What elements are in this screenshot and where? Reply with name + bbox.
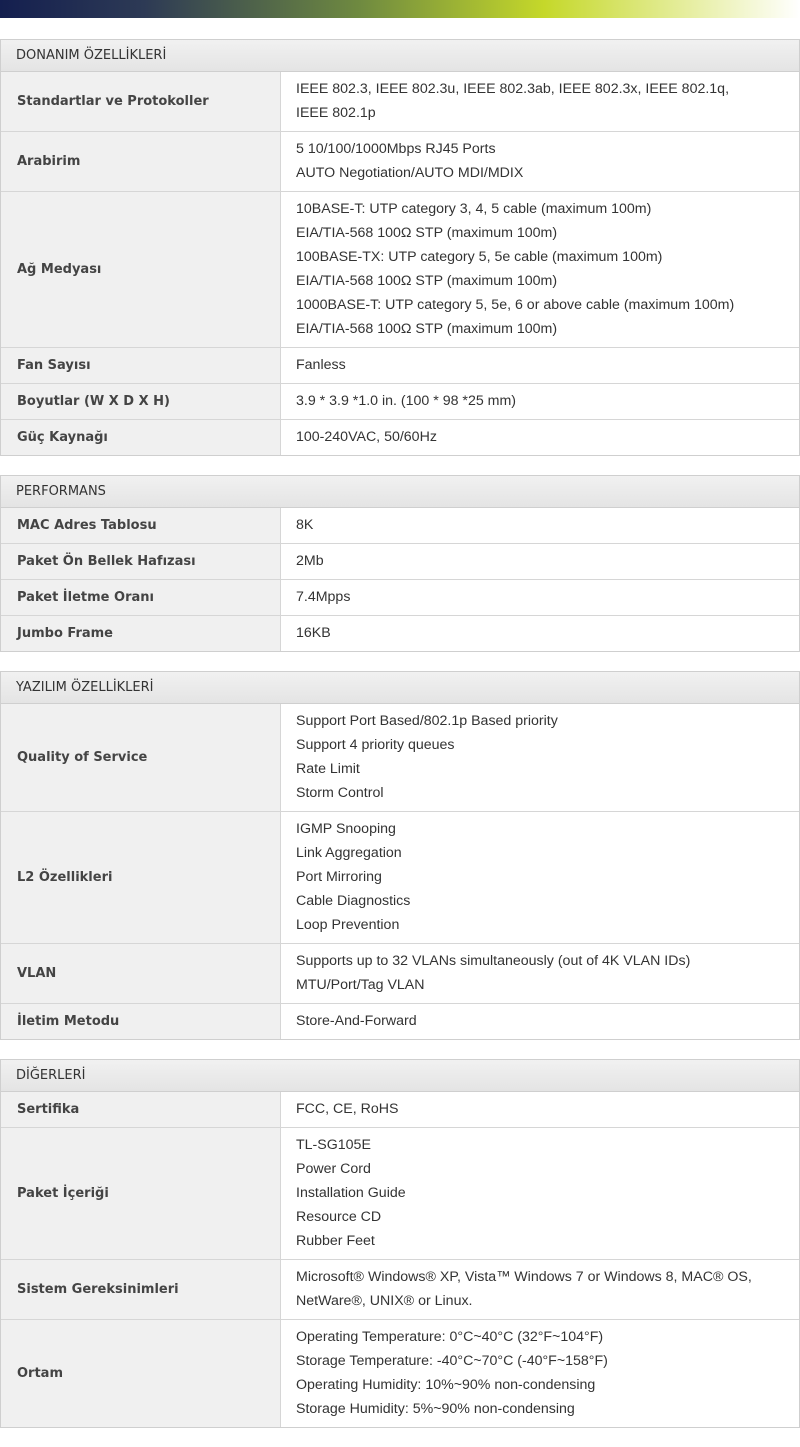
- spec-row: [1, 1004, 799, 1039]
- spec-value-line: Microsoft® Windows® XP, Vista™ Windows 7 or Windows 8, MAC® OS,: [296, 1269, 752, 1285]
- spec-value: [281, 1092, 799, 1127]
- spec-row: [1, 544, 799, 580]
- spec-section: [0, 671, 800, 1040]
- spec-value-line: Operating Temperature: 0°C~40°C (32°F~104°F): [296, 1329, 604, 1345]
- spec-value-line: Rubber Feet: [296, 1233, 375, 1249]
- spec-label: Paket Ön Bellek Hafızası: [1, 544, 281, 579]
- spec-value-line: 16KB: [296, 625, 331, 641]
- spec-value-line: Operating Humidity: 10%~90% non-condensing: [296, 1377, 596, 1393]
- spec-row: [1, 420, 799, 455]
- spec-label: Jumbo Frame: [1, 616, 281, 651]
- spec-value-line: FCC, CE, RoHS: [296, 1101, 399, 1117]
- spec-value-line: Power Cord: [296, 1161, 371, 1177]
- spec-value-line: Storage Humidity: 5%~90% non-condensing: [296, 1401, 575, 1417]
- spec-value-line: Support 4 priority queues: [296, 737, 455, 753]
- spec-value: [281, 944, 799, 1003]
- section-title: PERFORMANS: [1, 476, 799, 508]
- header-gradient-bar: [0, 0, 800, 18]
- spec-section: [0, 39, 800, 456]
- spec-label: VLAN: [1, 944, 281, 1003]
- spec-value-line: Loop Prevention: [296, 917, 400, 933]
- spec-value-line: Storage Temperature: -40°C~70°C (-40°F~158°F): [296, 1353, 608, 1369]
- spec-value-line: IEEE 802.3, IEEE 802.3u, IEEE 802.3ab, IEEE 802.3x, IEEE 802.1q,: [296, 81, 730, 97]
- spec-label: L2 Özellikleri: [1, 812, 281, 943]
- spec-value-line: EIA/TIA-568 100Ω STP (maximum 100m): [296, 273, 558, 289]
- spec-value-line: 100-240VAC, 50/60Hz: [296, 429, 437, 445]
- spec-value-line: Storm Control: [296, 785, 384, 801]
- spec-value: [281, 132, 799, 191]
- spec-row: [1, 1128, 799, 1260]
- spec-value-line: Resource CD: [296, 1209, 382, 1225]
- spec-row: [1, 580, 799, 616]
- spec-row: [1, 812, 799, 944]
- spec-value-line: IEEE 802.1p: [296, 105, 376, 121]
- spec-row: [1, 944, 799, 1004]
- spec-row: [1, 348, 799, 384]
- spec-value: [281, 420, 799, 455]
- spec-value-line: 3.9 * 3.9 *1.0 in. (100 * 98 *25 mm): [296, 393, 517, 409]
- spec-row: [1, 704, 799, 812]
- spec-value-line: EIA/TIA-568 100Ω STP (maximum 100m): [296, 321, 558, 337]
- spec-row: [1, 384, 799, 420]
- spec-label: Sistem Gereksinimleri: [1, 1260, 281, 1319]
- spec-value: [281, 192, 799, 347]
- spec-value: [281, 1320, 799, 1427]
- spec-label: Fan Sayısı: [1, 348, 281, 383]
- spec-value-line: Supports up to 32 VLANs simultaneously (out of 4K VLAN IDs): [296, 953, 691, 969]
- spec-label: İletim Metodu: [1, 1004, 281, 1039]
- spec-value-line: TL-SG105E: [296, 1137, 371, 1153]
- spec-label: Sertifika: [1, 1092, 281, 1127]
- spec-value: [281, 704, 799, 811]
- spec-row: [1, 1092, 799, 1128]
- spec-value: [281, 384, 799, 419]
- spec-value-line: Installation Guide: [296, 1185, 406, 1201]
- spec-value: [281, 1128, 799, 1259]
- spec-value-line: 8K: [296, 517, 314, 533]
- spec-value-line: AUTO Negotiation/AUTO MDI/MDIX: [296, 165, 524, 181]
- section-title: YAZILIM ÖZELLİKLERİ: [1, 672, 799, 704]
- spec-label: MAC Adres Tablosu: [1, 508, 281, 543]
- spec-value-line: 100BASE-TX: UTP category 5, 5e cable (maximum 100m): [296, 249, 663, 265]
- spec-row: [1, 132, 799, 192]
- section-title: DONANIM ÖZELLİKLERİ: [1, 40, 799, 72]
- spec-value-line: Link Aggregation: [296, 845, 402, 861]
- spec-label: Paket İçeriği: [1, 1128, 281, 1259]
- spec-value-line: 10BASE-T: UTP category 3, 4, 5 cable (maximum 100m): [296, 201, 652, 217]
- spec-value: [281, 348, 799, 383]
- spec-label: Paket İletme Oranı: [1, 580, 281, 615]
- spec-value: [281, 1260, 799, 1319]
- spec-row: [1, 508, 799, 544]
- spec-value-line: MTU/Port/Tag VLAN: [296, 977, 425, 993]
- spec-value: [281, 580, 799, 615]
- spec-row: [1, 192, 799, 348]
- spec-value-line: 2Mb: [296, 553, 324, 569]
- spec-label: Quality of Service: [1, 704, 281, 811]
- spec-value-line: EIA/TIA-568 100Ω STP (maximum 100m): [296, 225, 558, 241]
- spec-sections: [0, 39, 800, 1447]
- spec-value-line: Store-And-Forward: [296, 1013, 417, 1029]
- section-title: DİĞERLERİ: [1, 1060, 799, 1092]
- spec-label: Boyutlar (W X D X H): [1, 384, 281, 419]
- spec-value-line: Support Port Based/802.1p Based priority: [296, 713, 558, 729]
- spec-value-line: Cable Diagnostics: [296, 893, 411, 909]
- spec-value-line: Rate Limit: [296, 761, 360, 777]
- spec-value-line: Port Mirroring: [296, 869, 382, 885]
- spec-row: [1, 616, 799, 651]
- spec-value-line: Fanless: [296, 357, 346, 373]
- spec-value: [281, 812, 799, 943]
- spec-row: [1, 1320, 799, 1427]
- spec-label: Ağ Medyası: [1, 192, 281, 347]
- spec-label: Ortam: [1, 1320, 281, 1427]
- spec-label: Standartlar ve Protokoller: [1, 72, 281, 131]
- spec-value-line: NetWare®, UNIX® or Linux.: [296, 1293, 473, 1309]
- spec-label: Güç Kaynağı: [1, 420, 281, 455]
- spec-row: [1, 1260, 799, 1320]
- spec-value: [281, 72, 799, 131]
- spec-section: [0, 475, 800, 652]
- spec-value: [281, 1004, 799, 1039]
- spec-value-line: 7.4Mpps: [296, 589, 351, 605]
- spec-label: Arabirim: [1, 132, 281, 191]
- spec-section: [0, 1059, 800, 1428]
- spec-value: [281, 544, 799, 579]
- spec-row: [1, 72, 799, 132]
- spec-value: [281, 508, 799, 543]
- spec-value-line: 1000BASE-T: UTP category 5, 5e, 6 or above cable (maximum 100m): [296, 297, 735, 313]
- spec-value-line: 5 10/100/1000Mbps RJ45 Ports: [296, 141, 496, 157]
- spec-value-line: IGMP Snooping: [296, 821, 396, 837]
- spec-value: [281, 616, 799, 651]
